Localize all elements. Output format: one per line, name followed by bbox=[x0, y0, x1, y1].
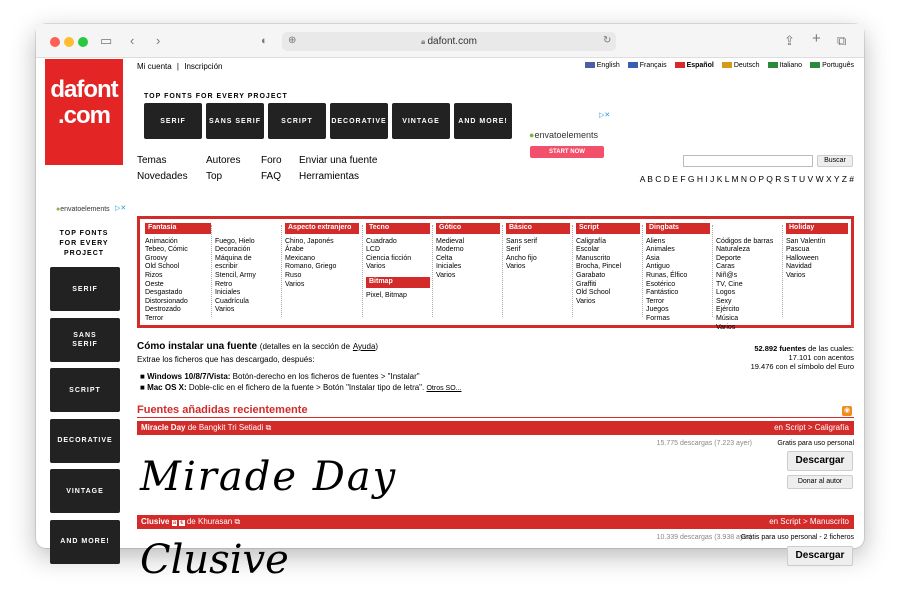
category-link[interactable]: Fuego, Hielo bbox=[215, 237, 255, 245]
ad-tile[interactable]: DECORATIVE bbox=[330, 103, 388, 139]
category-link[interactable]: Old School bbox=[145, 263, 180, 271]
category-link[interactable]: Fantástico bbox=[646, 289, 679, 297]
flag-icon bbox=[810, 62, 820, 68]
category-link[interactable]: Ejército bbox=[716, 306, 740, 314]
category-separator bbox=[362, 225, 363, 317]
category-link[interactable]: Juegos bbox=[646, 306, 669, 314]
category-link[interactable]: Varios bbox=[786, 271, 806, 279]
category-column bbox=[506, 223, 570, 272]
font-category[interactable]: en Script > Caligrafía bbox=[774, 423, 849, 432]
font-stats bbox=[751, 344, 854, 371]
flag-icon bbox=[722, 62, 732, 68]
category-heading[interactable]: Bitmap bbox=[366, 277, 430, 288]
language-selector bbox=[577, 62, 854, 69]
category-column bbox=[786, 223, 848, 281]
ad-tile[interactable]: SCRIPT bbox=[268, 103, 326, 139]
category-link[interactable]: Animales bbox=[646, 246, 675, 254]
install-windows bbox=[140, 372, 420, 381]
forward-icon[interactable]: › bbox=[156, 33, 161, 48]
category-column bbox=[215, 223, 281, 315]
category-link[interactable]: Romano, Griego bbox=[285, 263, 337, 271]
stats-count: 52.892 fuentes bbox=[754, 344, 807, 353]
category-column bbox=[366, 223, 430, 300]
category-link[interactable]: Destrozado bbox=[145, 306, 181, 314]
font-author[interactable]: Khurasan bbox=[198, 517, 233, 526]
font-by: de bbox=[186, 517, 196, 526]
language-label: English bbox=[596, 62, 620, 69]
category-link[interactable]: Cuadrado bbox=[366, 237, 397, 245]
stats-accents: 17.101 con acentos bbox=[788, 353, 854, 362]
category-link[interactable]: TV, Cine bbox=[716, 280, 743, 288]
font-name[interactable]: Miracle Day bbox=[141, 423, 186, 432]
category-link[interactable]: Runas, Élfico bbox=[646, 271, 688, 279]
category-link[interactable]: Caras bbox=[716, 263, 735, 271]
ad-cta-button[interactable]: START NOW bbox=[530, 146, 604, 158]
language-4[interactable] bbox=[768, 62, 803, 69]
category-separator bbox=[502, 225, 503, 317]
recent-title: Fuentes añadidas recientemente bbox=[137, 404, 308, 416]
category-link[interactable]: Sans serif bbox=[506, 237, 538, 245]
side-ad-tile[interactable]: AND MORE! bbox=[50, 520, 120, 564]
category-link[interactable]: Antiguo bbox=[646, 263, 670, 271]
category-link[interactable]: LCD bbox=[366, 246, 381, 254]
flag-icon bbox=[675, 62, 685, 68]
external-link-icon[interactable]: ⧉ bbox=[234, 517, 241, 526]
category-link[interactable]: Halloween bbox=[786, 254, 819, 262]
category-heading[interactable]: Fantasía bbox=[145, 223, 211, 234]
font-bar-miracle-day bbox=[137, 421, 854, 435]
category-link[interactable]: Escolar bbox=[576, 246, 600, 254]
category-link[interactable]: Árabe bbox=[285, 246, 304, 254]
install-details-pre: (detalles en la sección de bbox=[259, 342, 351, 351]
category-link[interactable]: Varios bbox=[716, 323, 736, 331]
logo-line2: .com bbox=[57, 102, 110, 129]
category-separator bbox=[281, 225, 282, 317]
category-link[interactable]: Chino, Japonés bbox=[285, 237, 334, 245]
nav-autores[interactable]: Autores bbox=[206, 155, 241, 166]
category-link[interactable]: Iniciales bbox=[215, 289, 241, 297]
help-link[interactable]: Ayuda bbox=[352, 342, 376, 351]
category-link[interactable]: Ancho fijo bbox=[506, 254, 537, 262]
category-link[interactable]: Aliens bbox=[646, 237, 666, 245]
category-link[interactable]: Retro bbox=[215, 280, 233, 288]
language-5[interactable] bbox=[810, 62, 854, 69]
flag-icon bbox=[585, 62, 595, 68]
new-tab-icon[interactable]: + bbox=[812, 30, 821, 47]
language-label: Italiano bbox=[779, 62, 803, 69]
font-category[interactable]: en Script > Manuscrito bbox=[769, 517, 849, 526]
ad-brand-text: envatoelements bbox=[534, 130, 598, 140]
category-link[interactable]: Navidad bbox=[786, 263, 812, 271]
nav-foro[interactable]: Foro bbox=[261, 155, 282, 166]
install-details-post: ) bbox=[375, 342, 379, 351]
category-heading bbox=[215, 223, 281, 234]
minimize-button[interactable] bbox=[64, 37, 74, 47]
font-downloads: 15.775 descargas (7.223 ayer) bbox=[656, 440, 752, 447]
category-link[interactable]: Oeste bbox=[145, 280, 164, 288]
category-link[interactable]: Animación bbox=[145, 237, 178, 245]
category-link[interactable]: Máquina de bbox=[215, 254, 252, 262]
category-link[interactable]: Caligrafía bbox=[576, 237, 606, 245]
category-link[interactable]: Medieval bbox=[436, 237, 465, 245]
category-heading[interactable]: Aspecto extranjero bbox=[285, 223, 359, 234]
nav-top[interactable]: Top bbox=[206, 171, 223, 182]
category-panel bbox=[137, 216, 854, 331]
font-downloads: 10.339 descargas (3.938 ayer) bbox=[656, 534, 752, 541]
language-1[interactable] bbox=[628, 62, 667, 69]
category-column bbox=[436, 223, 500, 281]
side-ad-tile[interactable]: VINTAGE bbox=[50, 469, 120, 513]
category-link[interactable]: Graffiti bbox=[576, 280, 597, 288]
category-link[interactable]: Varios bbox=[576, 297, 596, 305]
nav-temas[interactable]: Temas bbox=[137, 155, 167, 166]
category-link[interactable]: Varios bbox=[285, 280, 305, 288]
category-link[interactable]: Varios bbox=[506, 263, 526, 271]
side-ad-tile[interactable]: SCRIPT bbox=[50, 368, 120, 412]
leaf-icon: ● bbox=[529, 130, 535, 140]
mac-label: Mac OS X: bbox=[147, 383, 187, 392]
category-column bbox=[716, 223, 782, 332]
ad-tile[interactable]: VINTAGE bbox=[392, 103, 450, 139]
language-3[interactable] bbox=[722, 62, 760, 69]
category-column bbox=[145, 223, 211, 324]
rss-icon[interactable]: ◉ bbox=[843, 407, 851, 414]
category-link[interactable]: Varios bbox=[366, 263, 386, 271]
font-license: Gratis para uso personal bbox=[777, 440, 854, 447]
nav-novedades[interactable]: Novedades bbox=[137, 171, 188, 182]
category-link[interactable]: Pascua bbox=[786, 246, 810, 254]
category-heading[interactable]: Dingbats bbox=[646, 223, 710, 234]
close-button[interactable] bbox=[50, 37, 60, 47]
category-link[interactable]: Stencil, Army bbox=[215, 271, 256, 279]
back-icon[interactable]: ‹ bbox=[130, 33, 135, 48]
category-link[interactable]: Niñ@s bbox=[716, 271, 738, 279]
recent-divider bbox=[137, 417, 854, 418]
stats-suffix: de las cuales: bbox=[808, 344, 854, 353]
category-column bbox=[285, 223, 359, 289]
leaf-icon: ● bbox=[56, 206, 61, 213]
category-heading[interactable]: Tecno bbox=[366, 223, 430, 234]
browser-window bbox=[36, 24, 864, 583]
dafont-logo[interactable] bbox=[45, 59, 123, 165]
category-column bbox=[646, 223, 710, 324]
category-link[interactable]: Varios bbox=[215, 306, 235, 314]
share-icon[interactable]: ⇪ bbox=[784, 33, 795, 48]
account-links bbox=[137, 62, 222, 71]
category-heading[interactable]: Holiday bbox=[786, 223, 848, 234]
category-link[interactable]: Cuadrícula bbox=[215, 297, 249, 305]
side-ad-brand[interactable] bbox=[56, 206, 110, 213]
side-ad-choices-icon[interactable]: ▷✕ bbox=[115, 205, 127, 212]
category-link[interactable]: Tebeo, Cómic bbox=[145, 246, 188, 254]
category-link[interactable]: Old School bbox=[576, 289, 611, 297]
download-button[interactable]: Descargar bbox=[787, 451, 853, 471]
sidebar-icon[interactable]: ▭ bbox=[100, 33, 113, 48]
category-separator bbox=[432, 225, 433, 317]
category-link[interactable]: Celta bbox=[436, 254, 453, 262]
ad-tile[interactable]: SERIF bbox=[144, 103, 202, 139]
install-heading bbox=[137, 341, 378, 352]
category-link[interactable]: Moderno bbox=[436, 246, 464, 254]
category-heading[interactable]: Gótico bbox=[436, 223, 500, 234]
reload-icon[interactable]: ↻ bbox=[603, 35, 612, 46]
search-button[interactable]: Buscar bbox=[817, 155, 853, 167]
category-link[interactable]: Ruso bbox=[285, 271, 302, 279]
browser-toolbar bbox=[36, 24, 864, 58]
category-link[interactable]: Logos bbox=[716, 289, 736, 297]
category-link[interactable]: Sexy bbox=[716, 297, 732, 305]
tabs-overview-icon[interactable]: ⧉ bbox=[837, 33, 847, 48]
font-author[interactable]: Bangkit Tri Setiadi bbox=[198, 423, 264, 432]
ad-title: TOP FONTS FOR EVERY PROJECT bbox=[144, 93, 288, 100]
font-name[interactable]: Clusive bbox=[141, 517, 170, 526]
url-text: dafont.com bbox=[427, 36, 477, 47]
category-link[interactable]: Varios bbox=[436, 271, 456, 279]
category-link[interactable]: San Valentín bbox=[786, 237, 826, 245]
category-link[interactable]: Deporte bbox=[716, 254, 741, 262]
font-preview[interactable]: Clusive bbox=[140, 537, 289, 583]
category-separator bbox=[211, 225, 212, 317]
category-link[interactable]: Mexicano bbox=[285, 254, 315, 262]
category-link[interactable]: Códigos de barras bbox=[716, 237, 774, 245]
language-label: Deutsch bbox=[733, 62, 760, 69]
category-link[interactable]: escribir bbox=[215, 263, 238, 271]
category-link[interactable]: Decoración bbox=[215, 246, 251, 254]
category-link[interactable]: Desgastado bbox=[145, 289, 183, 297]
side-ad-tile[interactable]: SANS SERIF bbox=[50, 318, 120, 362]
search-input[interactable] bbox=[683, 155, 813, 167]
page-settings-icon[interactable]: ⊕ bbox=[288, 35, 297, 46]
category-link[interactable]: Formas bbox=[646, 314, 670, 322]
side-ad-tile[interactable]: DECORATIVE bbox=[50, 419, 120, 463]
account-sep: | bbox=[176, 62, 179, 71]
nav-enviar[interactable]: Enviar una fuente bbox=[299, 155, 378, 166]
category-separator bbox=[782, 225, 783, 317]
bullet: ■ bbox=[140, 383, 148, 392]
zoom-button[interactable] bbox=[78, 37, 88, 47]
bullet: ■ bbox=[140, 372, 148, 381]
install-title: Cómo instalar una fuente bbox=[137, 341, 258, 352]
category-link[interactable]: Naturaleza bbox=[716, 246, 750, 254]
category-link[interactable]: Distorsionado bbox=[145, 297, 188, 305]
ad-tile[interactable]: SANS SERIF bbox=[206, 103, 264, 139]
euro-icon: € bbox=[180, 520, 184, 526]
nav-herramientas[interactable]: Herramientas bbox=[299, 171, 360, 182]
category-link[interactable]: Manuscrito bbox=[576, 254, 611, 262]
flag-icon bbox=[768, 62, 778, 68]
category-link[interactable]: Esotérico bbox=[646, 280, 676, 288]
category-heading[interactable]: Script bbox=[576, 223, 640, 234]
category-column bbox=[576, 223, 640, 306]
mac-text: Doble-clic en el fichero de la fuente > Botón "Instalar tipo de letra". bbox=[188, 383, 425, 392]
windows-text: Botón-derecho en los ficheros de fuentes > "Instalar" bbox=[232, 372, 420, 381]
ad-choices-icon[interactable]: ▷✕ bbox=[599, 112, 611, 119]
category-link[interactable]: Garabato bbox=[576, 271, 606, 279]
category-link[interactable]: Música bbox=[716, 314, 739, 322]
category-link[interactable]: Brocha, Pincel bbox=[576, 263, 622, 271]
other-os-link[interactable]: Otros SO... bbox=[426, 385, 462, 392]
account-link[interactable]: Mi cuenta bbox=[137, 62, 172, 71]
address-bar[interactable] bbox=[282, 32, 616, 51]
category-heading bbox=[716, 223, 782, 234]
logo-line1: dafont bbox=[50, 76, 118, 103]
category-separator bbox=[572, 225, 573, 317]
category-link[interactable]: Iniciales bbox=[436, 263, 462, 271]
side-ad-brand-text: envatoelements bbox=[60, 206, 110, 213]
side-ad-title: TOP FONTS FOR EVERY PROJECT bbox=[59, 230, 109, 257]
category-link[interactable]: Rizos bbox=[145, 271, 163, 279]
font-preview[interactable]: Mirade Day bbox=[140, 454, 398, 500]
flag-icon bbox=[628, 62, 638, 68]
windows-label: Windows 10/8/7/Vista: bbox=[147, 372, 231, 381]
ad-tile[interactable]: AND MORE! bbox=[454, 103, 512, 139]
language-2[interactable] bbox=[675, 62, 714, 69]
side-ad-tile[interactable]: SERIF bbox=[50, 267, 120, 311]
alphabet-index[interactable]: A B C D E F G H I J K L M N O P Q R S T U V W X Y Z # bbox=[639, 174, 854, 184]
category-link[interactable]: Asia bbox=[646, 254, 660, 262]
donate-button[interactable]: Donar al autor bbox=[787, 475, 853, 489]
language-label: Français bbox=[639, 62, 667, 69]
page-content bbox=[36, 59, 864, 583]
category-heading[interactable]: Básico bbox=[506, 223, 570, 234]
download-button[interactable]: Descargar bbox=[787, 546, 853, 566]
ad-brand[interactable] bbox=[529, 130, 598, 140]
external-link-icon[interactable]: ⧉ bbox=[265, 423, 272, 432]
category-link[interactable]: Serif bbox=[506, 246, 521, 254]
font-bar-clusive bbox=[137, 515, 854, 529]
category-link[interactable]: Groovy bbox=[145, 254, 168, 262]
accent-icon: á bbox=[172, 520, 177, 526]
category-link[interactable]: Ciencia ficción bbox=[366, 254, 412, 262]
font-by: de bbox=[187, 423, 197, 432]
nav-faq[interactable]: FAQ bbox=[261, 171, 282, 182]
category-link[interactable]: Pixel, Bitmap bbox=[366, 291, 407, 299]
language-label: Português bbox=[822, 62, 854, 69]
language-label: Español bbox=[686, 62, 714, 69]
shield-icon[interactable]: ◐ bbox=[261, 35, 268, 47]
category-link[interactable]: Terror bbox=[646, 297, 665, 305]
category-link[interactable]: Terror bbox=[145, 314, 164, 322]
stats-euro: 19.476 con el símbolo del Euro bbox=[750, 362, 854, 371]
lock-icon: 🔒︎ bbox=[421, 37, 428, 46]
font-license: Gratis para uso personal - 2 ficheros bbox=[740, 534, 854, 541]
signup-link[interactable]: Inscripción bbox=[184, 62, 223, 71]
category-separator bbox=[642, 225, 643, 317]
category-separator bbox=[712, 225, 713, 317]
install-extract: Extrae los ficheros que has descargado, después: bbox=[137, 355, 315, 364]
language-0[interactable] bbox=[585, 62, 620, 69]
install-mac bbox=[140, 383, 462, 392]
